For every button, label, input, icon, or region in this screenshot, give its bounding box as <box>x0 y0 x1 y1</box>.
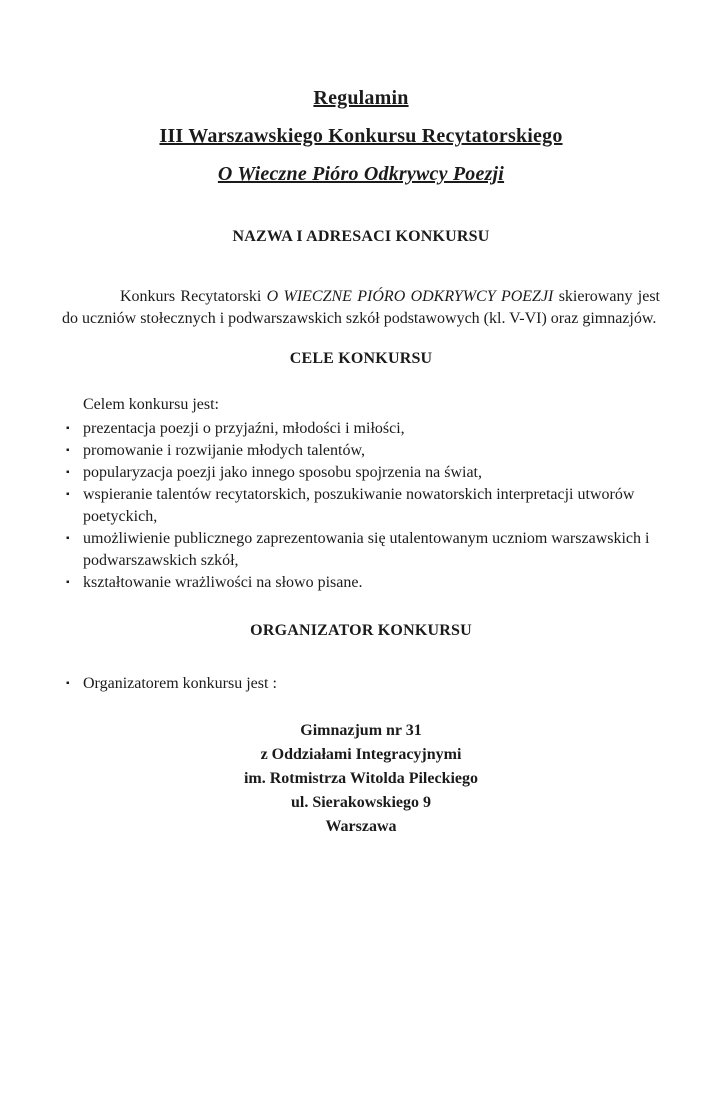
list-item: ▪ promowanie i rozwijanie młodych talentów, <box>62 440 660 462</box>
intro-paragraph-text-before: Konkurs Recytatorski <box>120 288 262 305</box>
list-item: ▪ umożliwienie publicznego zaprezentowania się utalentowanym uczniom warszawskich i podwarszawskich szkół, <box>62 528 660 572</box>
goals-list <box>62 418 660 594</box>
intro-paragraph <box>62 286 660 330</box>
organizer-address-line: im. Rotmistrza Witolda Pileckiego <box>243 770 479 787</box>
organizer-address-line: ul. Sierakowskiego 9 <box>290 794 431 811</box>
intro-paragraph-text-after: skierowany jest do uczniów stołecznych i podwarszawskich szkół podstawowych (kl. V-VI) oraz gimnazjów. <box>62 288 660 327</box>
list-item: ▪ popularyzacja poezji jako innego sposobu spojrzenia na świat, <box>62 462 660 484</box>
list-item: ▪ kształtowanie wrażliwości na słowo pisane. <box>62 572 660 594</box>
list-item: ▪ wspieranie talentów recytatorskich, poszukiwanie nowatorskich interpretacji utworów poetyckich, <box>62 484 660 528</box>
document-title-line-3: O Wieczne Pióro Odkrywcy Poezji <box>217 163 505 185</box>
organizer-address-line: Gimnazjum nr 31 <box>300 722 422 739</box>
list-item: ▪ prezentacja poezji o przyjaźni, młodości i miłości, <box>62 418 660 440</box>
document-page <box>0 85 725 1109</box>
organizer-address-line: Warszawa <box>325 818 397 835</box>
organizer-list <box>62 673 660 695</box>
document-title-line-1: Regulamin <box>313 87 409 109</box>
document-title-line-2: III Warszawskiego Konkursu Recytatorskiego <box>159 125 563 147</box>
organizer-address-line: z Oddziałami Integracyjnymi <box>260 746 462 763</box>
organizer-address-block <box>62 719 660 839</box>
section-heading-organizator: ORGANIZATOR KONKURSU <box>250 622 472 639</box>
goals-list-intro: Celem konkursu jest: <box>83 396 219 413</box>
contest-name-italic: O WIECZNE PIÓRO ODKRYWCY POEZJI <box>266 288 554 305</box>
list-item: ▪ Organizatorem konkursu jest : <box>62 673 660 695</box>
section-heading-cele: CELE KONKURSU <box>289 350 433 367</box>
section-heading-nazwa: NAZWA I ADRESACI KONKURSU <box>232 228 490 245</box>
